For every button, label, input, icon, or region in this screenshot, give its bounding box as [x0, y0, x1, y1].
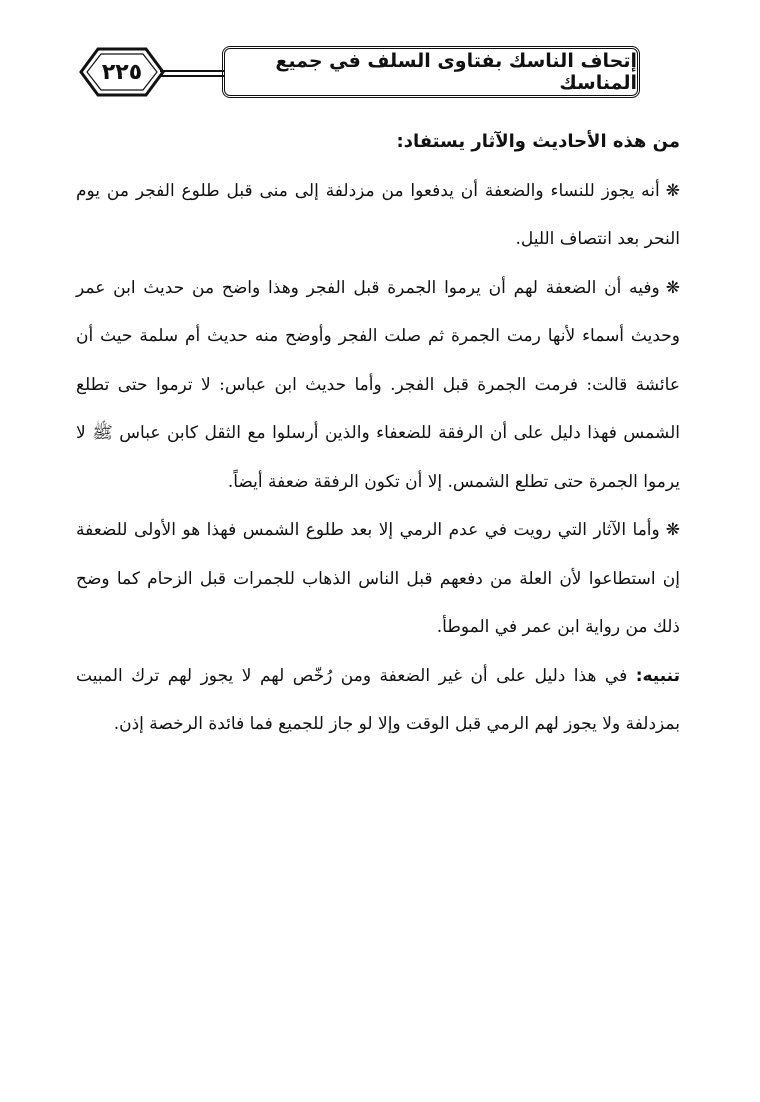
- book-title: إتحاف الناسك بفتاوى السلف في جميع المناسك: [222, 46, 640, 98]
- page-number: ٢٢٥: [101, 59, 143, 85]
- paragraph-text: وفيه أن الضعفة لهم أن يرموا الجمرة قبل الفجر وهذا واضح من حديث ابن عمر وحديث أسماء لأنها رمت الجمرة ثم صلت الفجر وأوضح منه حديث أم سلمة حيث أن عائشة قالت: فرمت الجمرة قبل الفجر. وأما حديث ابن عباس: لا ترموا حتى تطلع الشمس فهذا دليل على أن الرفقة للضعفاء والذين أرسلوا مع الثقل كابن عباس ﷺ لا يرموا الجمرة حتى تطلع الشمس. إلا أن تكون الرفقة ضعفة أيضاً.: [76, 277, 680, 492]
- bullet-paragraph: [76, 167, 680, 264]
- page-header: [0, 0, 760, 120]
- paragraph-text: أنه يجوز للنساء والضعفة أن يدفعوا من مزدلفة إلى منى قبل طلوع الفجر من يوم النحر بعد انتصاف الليل.: [76, 180, 680, 249]
- note-label: تنبيه:: [635, 665, 680, 686]
- note-paragraph: [76, 652, 680, 749]
- header-divider: [160, 70, 224, 72]
- bullet-paragraph: [76, 264, 680, 507]
- section-heading: من هذه الأحاديث والآثار يستفاد:: [396, 131, 680, 152]
- note-text: في هذا دليل على أن غير الضعفة ومن رُخّص لهم لا يجوز لهم ترك المبيت بمزدلفة ولا يجوز لهم الرمي قبل الوقت وإلا لو جاز للجميع فما فائدة الرخصة إذن.: [76, 665, 680, 734]
- paragraph-text: وأما الآثار التي رويت في عدم الرمي إلا بعد طلوع الشمس فهذا هو الأولى للضعفة إن استطاعوا لأن العلة من دفعهم قبل الناس الذهاب للجمرات قبل الزحام كما وضح ذلك من رواية ابن عمر في الموطأ.: [76, 520, 680, 637]
- page-number-badge: [78, 46, 166, 98]
- bullet-paragraph: [76, 506, 680, 652]
- header-divider: [160, 75, 224, 77]
- page-body: [76, 118, 680, 749]
- bullet-icon: ❋: [665, 277, 680, 298]
- bullet-icon: ❋: [665, 520, 680, 540]
- bullet-icon: ❋: [665, 180, 680, 201]
